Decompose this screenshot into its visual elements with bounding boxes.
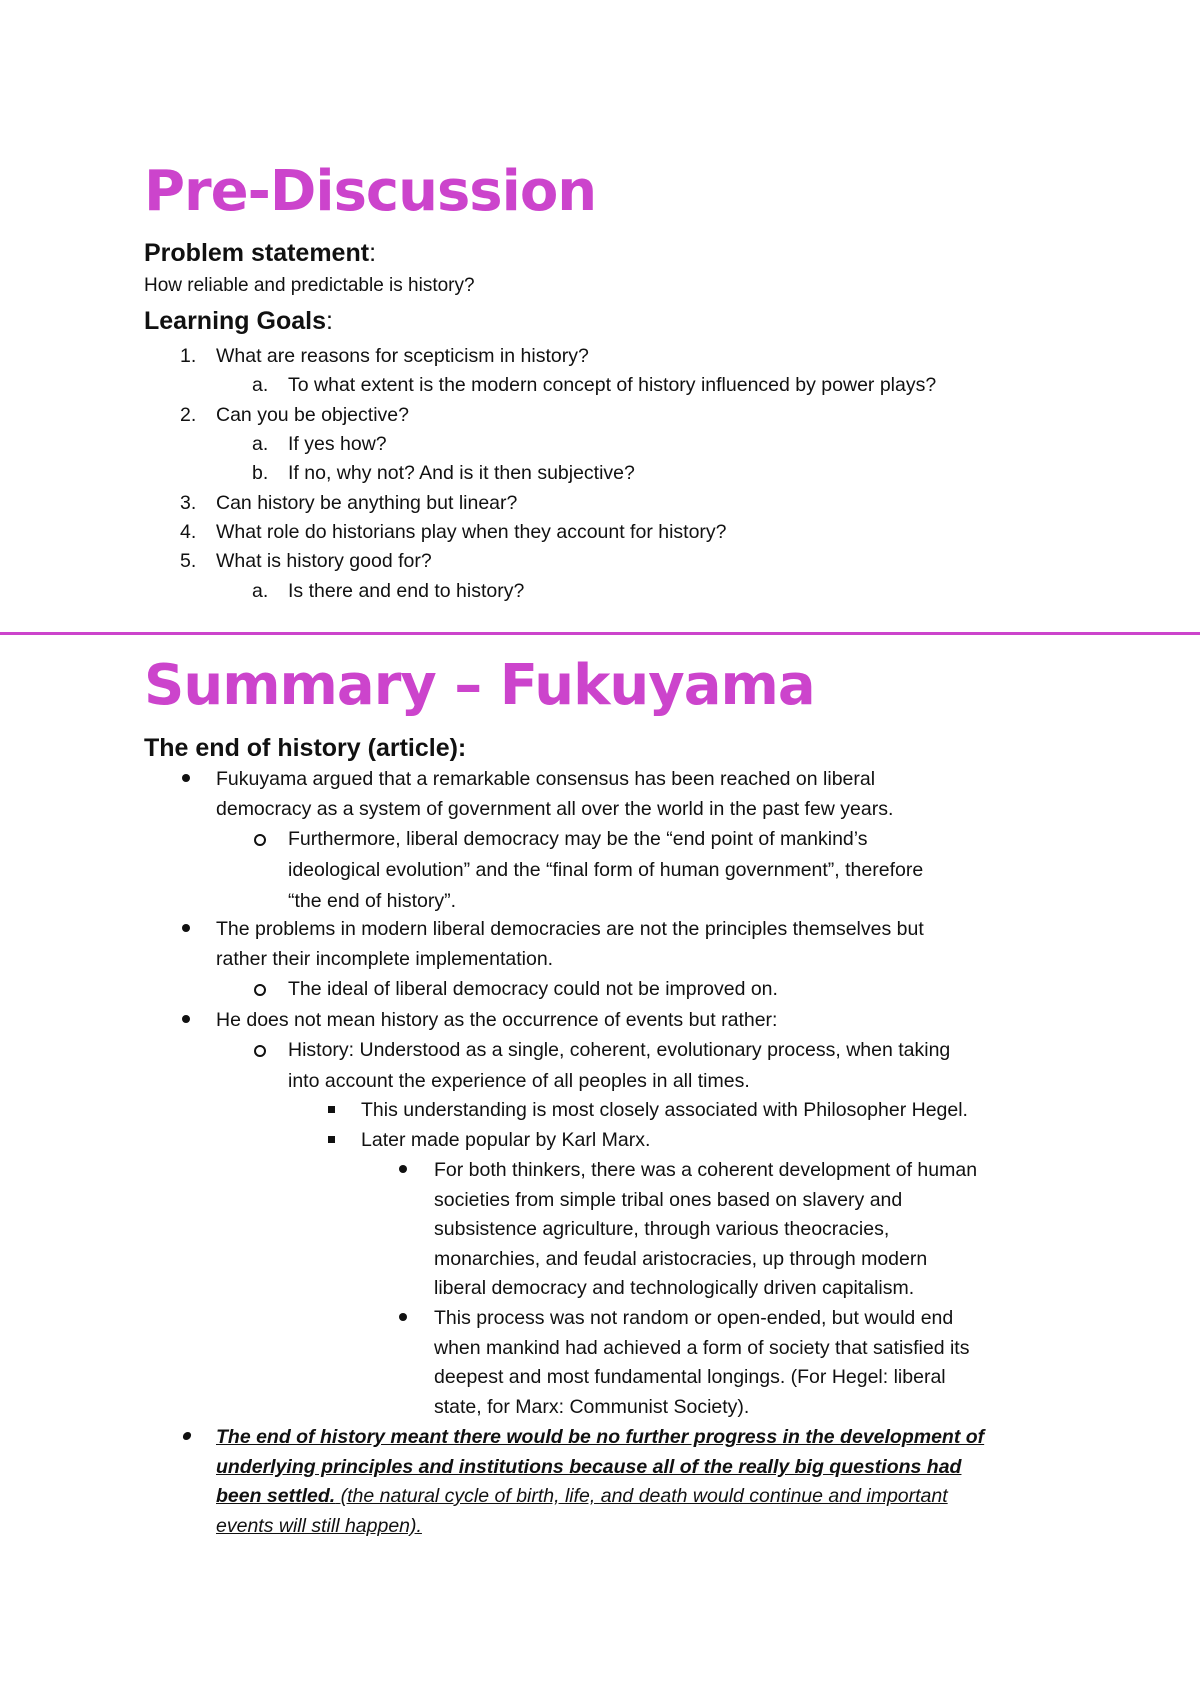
bullet-line: The ideal of liberal democracy could not be improved on. [288, 978, 778, 1000]
conclusion-line: The end of history meant there would be no further progress in the development of [216, 1426, 985, 1448]
conclusion-line [216, 1481, 948, 1511]
learning-goals-colon: : [325, 307, 333, 335]
problem-statement-heading [144, 238, 376, 268]
list-item-text: To what extent is the modern concept of history influenced by power plays? [288, 374, 937, 396]
circle-bullet-icon [254, 834, 266, 846]
section-divider [0, 632, 1200, 635]
bullet-line: For both thinkers, there was a coherent development of human [434, 1159, 978, 1181]
bullet-line: This understanding is most closely associated with Philosopher Hegel. [361, 1099, 968, 1121]
list-number: 2. [180, 404, 197, 426]
list-number: 4. [180, 521, 197, 543]
list-item-text: Is there and end to history? [288, 580, 525, 602]
bullet-icon [182, 774, 190, 782]
learning-goals-label: Learning Goals [144, 307, 326, 335]
article-subtitle: The end of history (article): [144, 734, 467, 762]
list-item-text: What are reasons for scepticism in history? [216, 345, 589, 367]
bullet-icon [182, 1432, 192, 1440]
conclusion-note-text: (the natural cycle of birth, life, and death would continue and important [335, 1485, 948, 1507]
bullet-line: History: Understood as a single, coherent, evolutionary process, when taking [288, 1039, 951, 1061]
bullet-line: liberal democracy and technologically driven capitalism. [434, 1277, 915, 1299]
bullet-icon [399, 1165, 407, 1173]
bullet-icon [399, 1313, 407, 1321]
bullet-line: Later made popular by Karl Marx. [361, 1129, 651, 1151]
bullet-icon [182, 1015, 190, 1023]
bullet-line: societies from simple tribal ones based on slavery and [434, 1189, 903, 1211]
list-item-text: If no, why not? And is it then subjective? [288, 462, 635, 484]
problem-statement-text: How reliable and predictable is history? [144, 275, 475, 296]
list-item-text: Can you be objective? [216, 404, 409, 426]
circle-bullet-icon [254, 984, 266, 996]
bullet-line: deepest and most fundamental longings. (For Hegel: liberal [434, 1366, 946, 1388]
bullet-line: subsistence agriculture, through various theocracies, [434, 1218, 890, 1240]
conclusion-bold-text: been settled. [216, 1485, 336, 1507]
list-item-text: If yes how? [288, 433, 387, 455]
list-number: 5. [180, 550, 197, 572]
list-item-text: Can history be anything but linear? [216, 492, 518, 514]
list-item-text: What role do historians play when they account for history? [216, 521, 727, 543]
bullet-line: The problems in modern liberal democracies are not the principles themselves but [216, 918, 924, 940]
learning-goals-heading [144, 306, 333, 336]
problem-statement-label: Problem statement [144, 239, 370, 267]
bullet-line: Furthermore, liberal democracy may be the “end point of mankind’s [288, 828, 868, 850]
section-title-summary: Summary – Fukuyama [144, 653, 815, 718]
bullet-line: rather their incomplete implementation. [216, 948, 554, 970]
bullet-line: ideological evolution” and the “final form of human government”, therefore [288, 859, 924, 881]
list-letter: b. [252, 462, 269, 484]
bullet-line: He does not mean history as the occurrence of events but rather: [216, 1009, 778, 1031]
bullet-line: This process was not random or open-ended, but would end [434, 1307, 954, 1329]
list-number: 3. [180, 492, 197, 514]
list-letter: a. [252, 580, 269, 602]
list-item-text: What is history good for? [216, 550, 432, 572]
bullet-line: into account the experience of all peoples in all times. [288, 1070, 750, 1092]
problem-statement-colon: : [369, 239, 377, 267]
bullet-line: monarchies, and feudal aristocracies, up through modern [434, 1248, 928, 1270]
square-bullet-icon [328, 1136, 335, 1143]
list-letter: a. [252, 374, 269, 396]
bullet-line: democracy as a system of government all over the world in the past few years. [216, 798, 894, 820]
square-bullet-icon [328, 1106, 335, 1113]
conclusion-line: underlying principles and institutions because all of the really big questions had [216, 1456, 962, 1478]
bullet-line: state, for Marx: Communist Society). [434, 1396, 750, 1418]
list-letter: a. [252, 433, 269, 455]
list-number: 1. [180, 345, 197, 367]
bullet-line: “the end of history”. [288, 890, 456, 912]
conclusion-line: events will still happen). [216, 1515, 422, 1537]
circle-bullet-icon [254, 1045, 266, 1057]
bullet-icon [182, 924, 190, 932]
bullet-line: Fukuyama argued that a remarkable consensus has been reached on liberal [216, 768, 876, 790]
bullet-line: when mankind had achieved a form of society that satisfied its [434, 1337, 970, 1359]
section-title-pre-discussion: Pre-Discussion [144, 159, 597, 224]
